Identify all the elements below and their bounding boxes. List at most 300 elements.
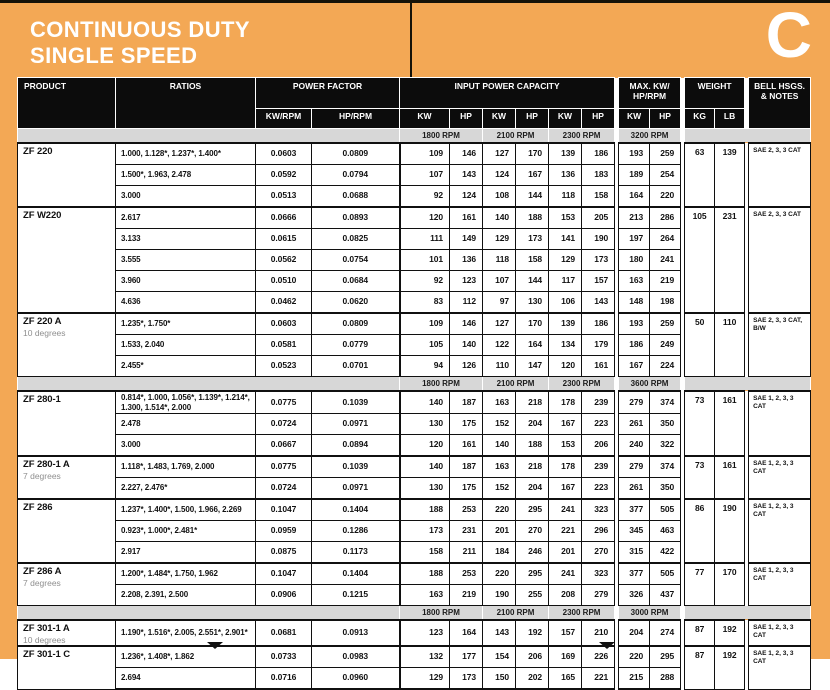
max-power-cell: 224 (650, 356, 681, 377)
power-factor-kw-cell: 0.0592 (256, 165, 312, 186)
input-power-cell: 187 (450, 391, 483, 414)
rpm-label: 2300 RPM (549, 606, 615, 621)
input-power-cell: 158 (582, 186, 615, 208)
max-power-cell: 350 (650, 478, 681, 500)
max-power-cell: 295 (650, 646, 681, 668)
ratios-cell: 1.235*, 1.750* (116, 313, 256, 335)
weight-lb-cell: 139 (715, 143, 745, 207)
input-power-cell: 167 (549, 478, 582, 500)
input-power-cell: 192 (516, 620, 549, 646)
rpm-band-filler (685, 377, 811, 392)
power-factor-kw-cell: 0.0615 (256, 229, 312, 250)
max-power-cell: 350 (650, 414, 681, 435)
max-power-cell: 186 (619, 335, 650, 356)
column-gap (681, 271, 685, 292)
max-power-cell: 326 (619, 585, 650, 606)
max-power-cell: 241 (650, 250, 681, 271)
ratios-cell: 1.236*, 1.408*, 1.862 (116, 646, 256, 668)
input-power-cell: 184 (483, 542, 516, 564)
input-power-cell: 170 (516, 143, 549, 165)
input-power-cell: 124 (450, 186, 483, 208)
input-power-cell: 231 (450, 521, 483, 542)
ratios-cell: 2.478 (116, 414, 256, 435)
column-gap (681, 356, 685, 377)
max-power-cell: 505 (650, 563, 681, 585)
page-title (30, 17, 250, 69)
max-power-cell: 198 (650, 292, 681, 314)
input-power-cell: 152 (483, 414, 516, 435)
max-power-cell: 220 (650, 186, 681, 208)
power-factor-hp-cell: 0.0620 (312, 292, 400, 314)
power-factor-hp-cell: 0.1404 (312, 499, 400, 521)
power-factor-hp-cell: 0.0983 (312, 646, 400, 668)
input-power-cell: 190 (483, 585, 516, 606)
continued-marker-icon (599, 642, 615, 649)
header-kw: KW (619, 109, 650, 129)
input-power-cell: 241 (549, 563, 582, 585)
rpm-label: 2300 RPM (549, 129, 615, 144)
power-factor-hp-cell: 0.0809 (312, 143, 400, 165)
column-gap (681, 335, 685, 356)
input-power-cell: 92 (400, 186, 450, 208)
input-power-cell: 279 (582, 585, 615, 606)
weight-lb-cell: 231 (715, 207, 745, 313)
power-factor-hp-cell: 0.0684 (312, 271, 400, 292)
weight-kg-cell: 86 (685, 499, 715, 563)
power-factor-kw-cell: 0.0462 (256, 292, 312, 314)
power-factor-hp-cell: 0.0779 (312, 335, 400, 356)
rpm-label: 2300 RPM (549, 377, 615, 392)
weight-kg-cell: 87 (685, 646, 715, 689)
input-power-cell: 118 (549, 186, 582, 208)
input-power-cell: 186 (582, 313, 615, 335)
input-power-cell: 186 (582, 143, 615, 165)
column-gap (681, 165, 685, 186)
input-power-cell: 136 (549, 165, 582, 186)
input-power-cell: 167 (516, 165, 549, 186)
table-row (18, 456, 811, 478)
max-power-cell: 180 (619, 250, 650, 271)
rpm-label: 2100 RPM (483, 377, 549, 392)
max-power-cell: 240 (619, 435, 650, 457)
rpm-label: 3000 RPM (619, 606, 681, 621)
input-power-cell: 120 (400, 207, 450, 229)
header-weight: WEIGHT (685, 78, 745, 109)
max-power-cell: 261 (619, 478, 650, 500)
product-name: ZF 286 A (23, 566, 62, 577)
input-power-cell: 83 (400, 292, 450, 314)
table-row (18, 313, 811, 335)
input-power-cell: 218 (516, 456, 549, 478)
input-power-cell: 101 (400, 250, 450, 271)
input-power-cell: 223 (582, 414, 615, 435)
header-kg: KG (685, 109, 715, 129)
input-power-cell: 323 (582, 563, 615, 585)
header-product: PRODUCT (18, 78, 116, 129)
column-gap (681, 521, 685, 542)
product-subtitle: 10 degrees (23, 634, 66, 645)
input-power-cell: 270 (582, 542, 615, 564)
column-gap (681, 585, 685, 606)
weight-lb-cell: 190 (715, 499, 745, 563)
power-factor-hp-cell: 0.0688 (312, 186, 400, 208)
power-factor-kw-cell: 0.0513 (256, 186, 312, 208)
power-factor-kw-cell: 0.0562 (256, 250, 312, 271)
table-row (18, 499, 811, 521)
product-cell (18, 646, 116, 689)
header-kw: KW (483, 109, 516, 129)
input-power-cell: 169 (549, 646, 582, 668)
power-factor-hp-cell: 0.1039 (312, 391, 400, 414)
weight-lb-cell: 161 (715, 391, 745, 456)
input-power-cell: 220 (483, 499, 516, 521)
max-power-cell: 437 (650, 585, 681, 606)
table-body (18, 129, 811, 690)
power-factor-hp-cell: 0.0971 (312, 414, 400, 435)
input-power-cell: 97 (483, 292, 516, 314)
rpm-band-filler (18, 129, 400, 144)
input-power-cell: 161 (450, 435, 483, 457)
bell-notes-cell: SAE 1, 2, 3, 3 CAT (749, 646, 811, 689)
input-power-cell: 117 (549, 271, 582, 292)
input-power-cell: 118 (483, 250, 516, 271)
input-power-cell: 177 (450, 646, 483, 668)
table-row (18, 620, 811, 646)
product-name: ZF 301-1 C (23, 649, 71, 660)
input-power-cell: 147 (516, 356, 549, 377)
input-power-cell: 226 (582, 646, 615, 668)
power-factor-kw-cell: 0.0667 (256, 435, 312, 457)
power-factor-kw-cell: 0.0724 (256, 478, 312, 500)
input-power-cell: 157 (582, 271, 615, 292)
weight-lb-cell: 110 (715, 313, 745, 377)
product-name: ZF 220 A (23, 316, 62, 327)
weight-lb-cell: 192 (715, 620, 745, 646)
input-power-cell: 255 (516, 585, 549, 606)
power-factor-hp-cell: 0.0913 (312, 620, 400, 646)
top-rule (0, 0, 830, 3)
power-factor-hp-cell: 0.1039 (312, 456, 400, 478)
weight-lb-cell: 192 (715, 646, 745, 689)
power-factor-kw-cell: 0.0716 (256, 668, 312, 690)
power-factor-hp-cell: 0.0809 (312, 313, 400, 335)
max-power-cell: 204 (619, 620, 650, 646)
column-gap (681, 229, 685, 250)
max-power-cell: 163 (619, 271, 650, 292)
input-power-cell: 170 (516, 313, 549, 335)
input-power-cell: 107 (400, 165, 450, 186)
input-power-cell: 110 (483, 356, 516, 377)
weight-kg-cell: 50 (685, 313, 715, 377)
input-power-cell: 270 (516, 521, 549, 542)
bell-notes-cell: SAE 1, 2, 3, 3 CAT (749, 456, 811, 499)
input-power-cell: 129 (400, 668, 450, 690)
ratios-cell: 2.917 (116, 542, 256, 564)
input-power-cell: 107 (483, 271, 516, 292)
max-power-cell: 213 (619, 207, 650, 229)
ratios-cell: 3.000 (116, 186, 256, 208)
input-power-cell: 188 (516, 435, 549, 457)
input-power-cell: 143 (582, 292, 615, 314)
max-power-cell: 374 (650, 391, 681, 414)
product-name: ZF 286 (23, 502, 53, 513)
input-power-cell: 188 (400, 499, 450, 521)
column-gap (681, 435, 685, 457)
header-input-power: INPUT POWER CAPACITY (400, 78, 615, 109)
input-power-cell: 223 (582, 478, 615, 500)
power-factor-kw-cell: 0.0775 (256, 456, 312, 478)
input-power-cell: 153 (549, 207, 582, 229)
input-power-cell: 149 (450, 229, 483, 250)
input-power-cell: 239 (582, 391, 615, 414)
input-power-cell: 132 (400, 646, 450, 668)
ratios-cell: 2.617 (116, 207, 256, 229)
max-power-cell: 279 (619, 456, 650, 478)
input-power-cell: 158 (400, 542, 450, 564)
product-name: ZF 301-1 A (23, 623, 70, 634)
max-power-cell: 345 (619, 521, 650, 542)
header-ratios: RATIOS (116, 78, 256, 129)
input-power-cell: 211 (450, 542, 483, 564)
header-bell-notes: BELL HSGS. & NOTES (749, 78, 811, 129)
max-power-cell: 374 (650, 456, 681, 478)
input-power-cell: 140 (400, 456, 450, 478)
input-power-cell: 253 (450, 563, 483, 585)
ratios-cell: 2.455* (116, 356, 256, 377)
column-gap (681, 668, 685, 690)
weight-kg-cell: 73 (685, 456, 715, 499)
power-factor-kw-cell: 0.0523 (256, 356, 312, 377)
input-power-cell: 190 (582, 229, 615, 250)
power-factor-kw-cell: 0.0581 (256, 335, 312, 356)
ratios-cell: 1.190*, 1.516*, 2.005, 2.551*, 2.901* (116, 620, 256, 646)
power-factor-kw-cell: 0.1047 (256, 563, 312, 585)
ratios-cell: 1.000, 1.128*, 1.237*, 1.400* (116, 143, 256, 165)
ratios-cell: 2.227, 2.476* (116, 478, 256, 500)
input-power-cell: 219 (450, 585, 483, 606)
input-power-cell: 123 (400, 620, 450, 646)
product-name: ZF 220 (23, 146, 53, 157)
input-power-cell: 129 (549, 250, 582, 271)
rpm-band-row (18, 606, 811, 621)
input-power-cell: 201 (483, 521, 516, 542)
product-cell (18, 313, 116, 377)
input-power-cell: 239 (582, 456, 615, 478)
input-power-cell: 146 (450, 143, 483, 165)
input-power-cell: 146 (450, 313, 483, 335)
input-power-cell: 144 (516, 186, 549, 208)
ratios-cell: 1.533, 2.040 (116, 335, 256, 356)
input-power-cell: 206 (582, 435, 615, 457)
weight-lb-cell: 161 (715, 456, 745, 499)
table-header (18, 78, 811, 129)
max-power-cell: 164 (619, 186, 650, 208)
page-title-line2: SINGLE SPEED (30, 43, 198, 68)
power-factor-kw-cell: 0.0959 (256, 521, 312, 542)
input-power-cell: 157 (549, 620, 582, 646)
input-power-cell: 140 (483, 435, 516, 457)
input-power-cell: 120 (400, 435, 450, 457)
input-power-cell: 143 (483, 620, 516, 646)
bell-notes-cell: SAE 1, 2, 3, 3 CAT (749, 391, 811, 456)
max-power-cell: 288 (650, 668, 681, 690)
power-factor-kw-cell: 0.0906 (256, 585, 312, 606)
input-power-cell: 208 (549, 585, 582, 606)
product-cell (18, 207, 116, 313)
max-power-cell: 193 (619, 143, 650, 165)
input-power-cell: 175 (450, 414, 483, 435)
bell-notes-cell: SAE 2, 3, 3 CAT (749, 143, 811, 207)
input-power-cell: 109 (400, 313, 450, 335)
max-power-cell: 220 (619, 646, 650, 668)
input-power-cell: 167 (549, 414, 582, 435)
input-power-cell: 136 (450, 250, 483, 271)
input-power-cell: 144 (516, 271, 549, 292)
header-hp: HP (516, 109, 549, 129)
max-power-cell: 377 (619, 499, 650, 521)
input-power-cell: 163 (483, 456, 516, 478)
input-power-cell: 108 (483, 186, 516, 208)
input-power-cell: 123 (450, 271, 483, 292)
bell-notes-cell: SAE 1, 2, 3, 3 CAT (749, 563, 811, 606)
rpm-label: 1800 RPM (400, 377, 483, 392)
power-factor-kw-cell: 0.0666 (256, 207, 312, 229)
table-row (18, 143, 811, 165)
input-power-cell: 92 (400, 271, 450, 292)
product-name: ZF 280-1 A (23, 459, 70, 470)
product-subtitle: 7 degrees (23, 577, 61, 588)
column-gap (681, 250, 685, 271)
power-factor-kw-cell: 0.0603 (256, 313, 312, 335)
input-power-cell: 204 (516, 414, 549, 435)
ratios-cell: 2.208, 2.391, 2.500 (116, 585, 256, 606)
power-factor-kw-cell: 0.0775 (256, 391, 312, 414)
input-power-cell: 150 (483, 668, 516, 690)
input-power-cell: 241 (549, 499, 582, 521)
input-power-cell: 296 (582, 521, 615, 542)
ratios-cell: 4.636 (116, 292, 256, 314)
input-power-cell: 129 (483, 229, 516, 250)
spec-table (17, 77, 811, 690)
input-power-cell: 139 (549, 313, 582, 335)
bell-notes-cell: SAE 1, 2, 3, 3 CAT (749, 499, 811, 563)
input-power-cell: 127 (483, 143, 516, 165)
product-cell (18, 143, 116, 207)
section-letter: C (765, 0, 812, 71)
input-power-cell: 153 (549, 435, 582, 457)
input-power-cell: 173 (450, 668, 483, 690)
input-power-cell: 140 (483, 207, 516, 229)
power-factor-kw-cell: 0.0724 (256, 414, 312, 435)
input-power-cell: 188 (516, 207, 549, 229)
input-power-cell: 105 (400, 335, 450, 356)
header-power-factor: POWER FACTOR (256, 78, 400, 109)
power-factor-kw-cell: 0.0875 (256, 542, 312, 564)
input-power-cell: 152 (483, 478, 516, 500)
input-power-cell: 221 (582, 668, 615, 690)
input-power-cell: 126 (450, 356, 483, 377)
input-power-cell: 323 (582, 499, 615, 521)
rpm-label: 2100 RPM (483, 129, 549, 144)
input-power-cell: 187 (450, 456, 483, 478)
max-power-cell: 215 (619, 668, 650, 690)
bell-notes-cell: SAE 2, 3, 3 CAT (749, 207, 811, 313)
rpm-band-filler (685, 606, 811, 621)
input-power-cell: 111 (400, 229, 450, 250)
max-power-cell: 249 (650, 335, 681, 356)
input-power-cell: 246 (516, 542, 549, 564)
product-cell (18, 456, 116, 499)
power-factor-hp-cell: 0.0960 (312, 668, 400, 690)
input-power-cell: 143 (450, 165, 483, 186)
rpm-label: 1800 RPM (400, 129, 483, 144)
power-factor-hp-cell: 0.1286 (312, 521, 400, 542)
max-power-cell: 259 (650, 313, 681, 335)
input-power-cell: 164 (450, 620, 483, 646)
max-power-cell: 274 (650, 620, 681, 646)
power-factor-hp-cell: 0.0971 (312, 478, 400, 500)
product-subtitle: 7 degrees (23, 470, 61, 481)
product-cell (18, 499, 116, 563)
rpm-label: 1800 RPM (400, 606, 483, 621)
max-power-cell: 279 (619, 391, 650, 414)
max-power-cell: 261 (619, 414, 650, 435)
header-kw: KW (549, 109, 582, 129)
input-power-cell: 210 (582, 620, 615, 646)
max-power-cell: 377 (619, 563, 650, 585)
weight-kg-cell: 87 (685, 620, 715, 646)
ratios-cell: 1.118*, 1.483, 1.769, 2.000 (116, 456, 256, 478)
table-row (18, 646, 811, 668)
input-power-cell: 130 (400, 414, 450, 435)
input-power-cell: 158 (516, 250, 549, 271)
table-row (18, 563, 811, 585)
input-power-cell: 134 (549, 335, 582, 356)
max-power-cell: 148 (619, 292, 650, 314)
header-hp: HP (582, 109, 615, 129)
input-power-cell: 204 (516, 478, 549, 500)
input-power-cell: 94 (400, 356, 450, 377)
header-hp: HP (450, 109, 483, 129)
input-power-cell: 201 (549, 542, 582, 564)
power-factor-hp-cell: 0.0825 (312, 229, 400, 250)
input-power-cell: 206 (516, 646, 549, 668)
ratios-cell: 0.814*, 1.000, 1.056*, 1.139*, 1.214*, 1.300, 1.514*, 2.000 (116, 391, 256, 414)
rpm-band-row (18, 377, 811, 392)
input-power-cell: 106 (549, 292, 582, 314)
input-power-cell: 183 (582, 165, 615, 186)
input-power-cell: 164 (516, 335, 549, 356)
input-power-cell: 140 (400, 391, 450, 414)
power-factor-hp-cell: 0.1215 (312, 585, 400, 606)
max-power-cell: 197 (619, 229, 650, 250)
rpm-band-filler (18, 377, 400, 392)
input-power-cell: 165 (549, 668, 582, 690)
max-power-cell: 315 (619, 542, 650, 564)
bell-notes-cell: SAE 2, 3, 3 CAT, B/W (749, 313, 811, 377)
header-lb: LB (715, 109, 745, 129)
continued-marker-icon (207, 642, 223, 649)
max-power-cell: 259 (650, 143, 681, 165)
input-power-cell: 188 (400, 563, 450, 585)
header-hp: HP (650, 109, 681, 129)
input-power-cell: 178 (549, 456, 582, 478)
input-power-cell: 141 (549, 229, 582, 250)
product-cell (18, 563, 116, 606)
input-power-cell: 295 (516, 499, 549, 521)
input-power-cell: 178 (549, 391, 582, 414)
power-factor-hp-cell: 0.0754 (312, 250, 400, 271)
